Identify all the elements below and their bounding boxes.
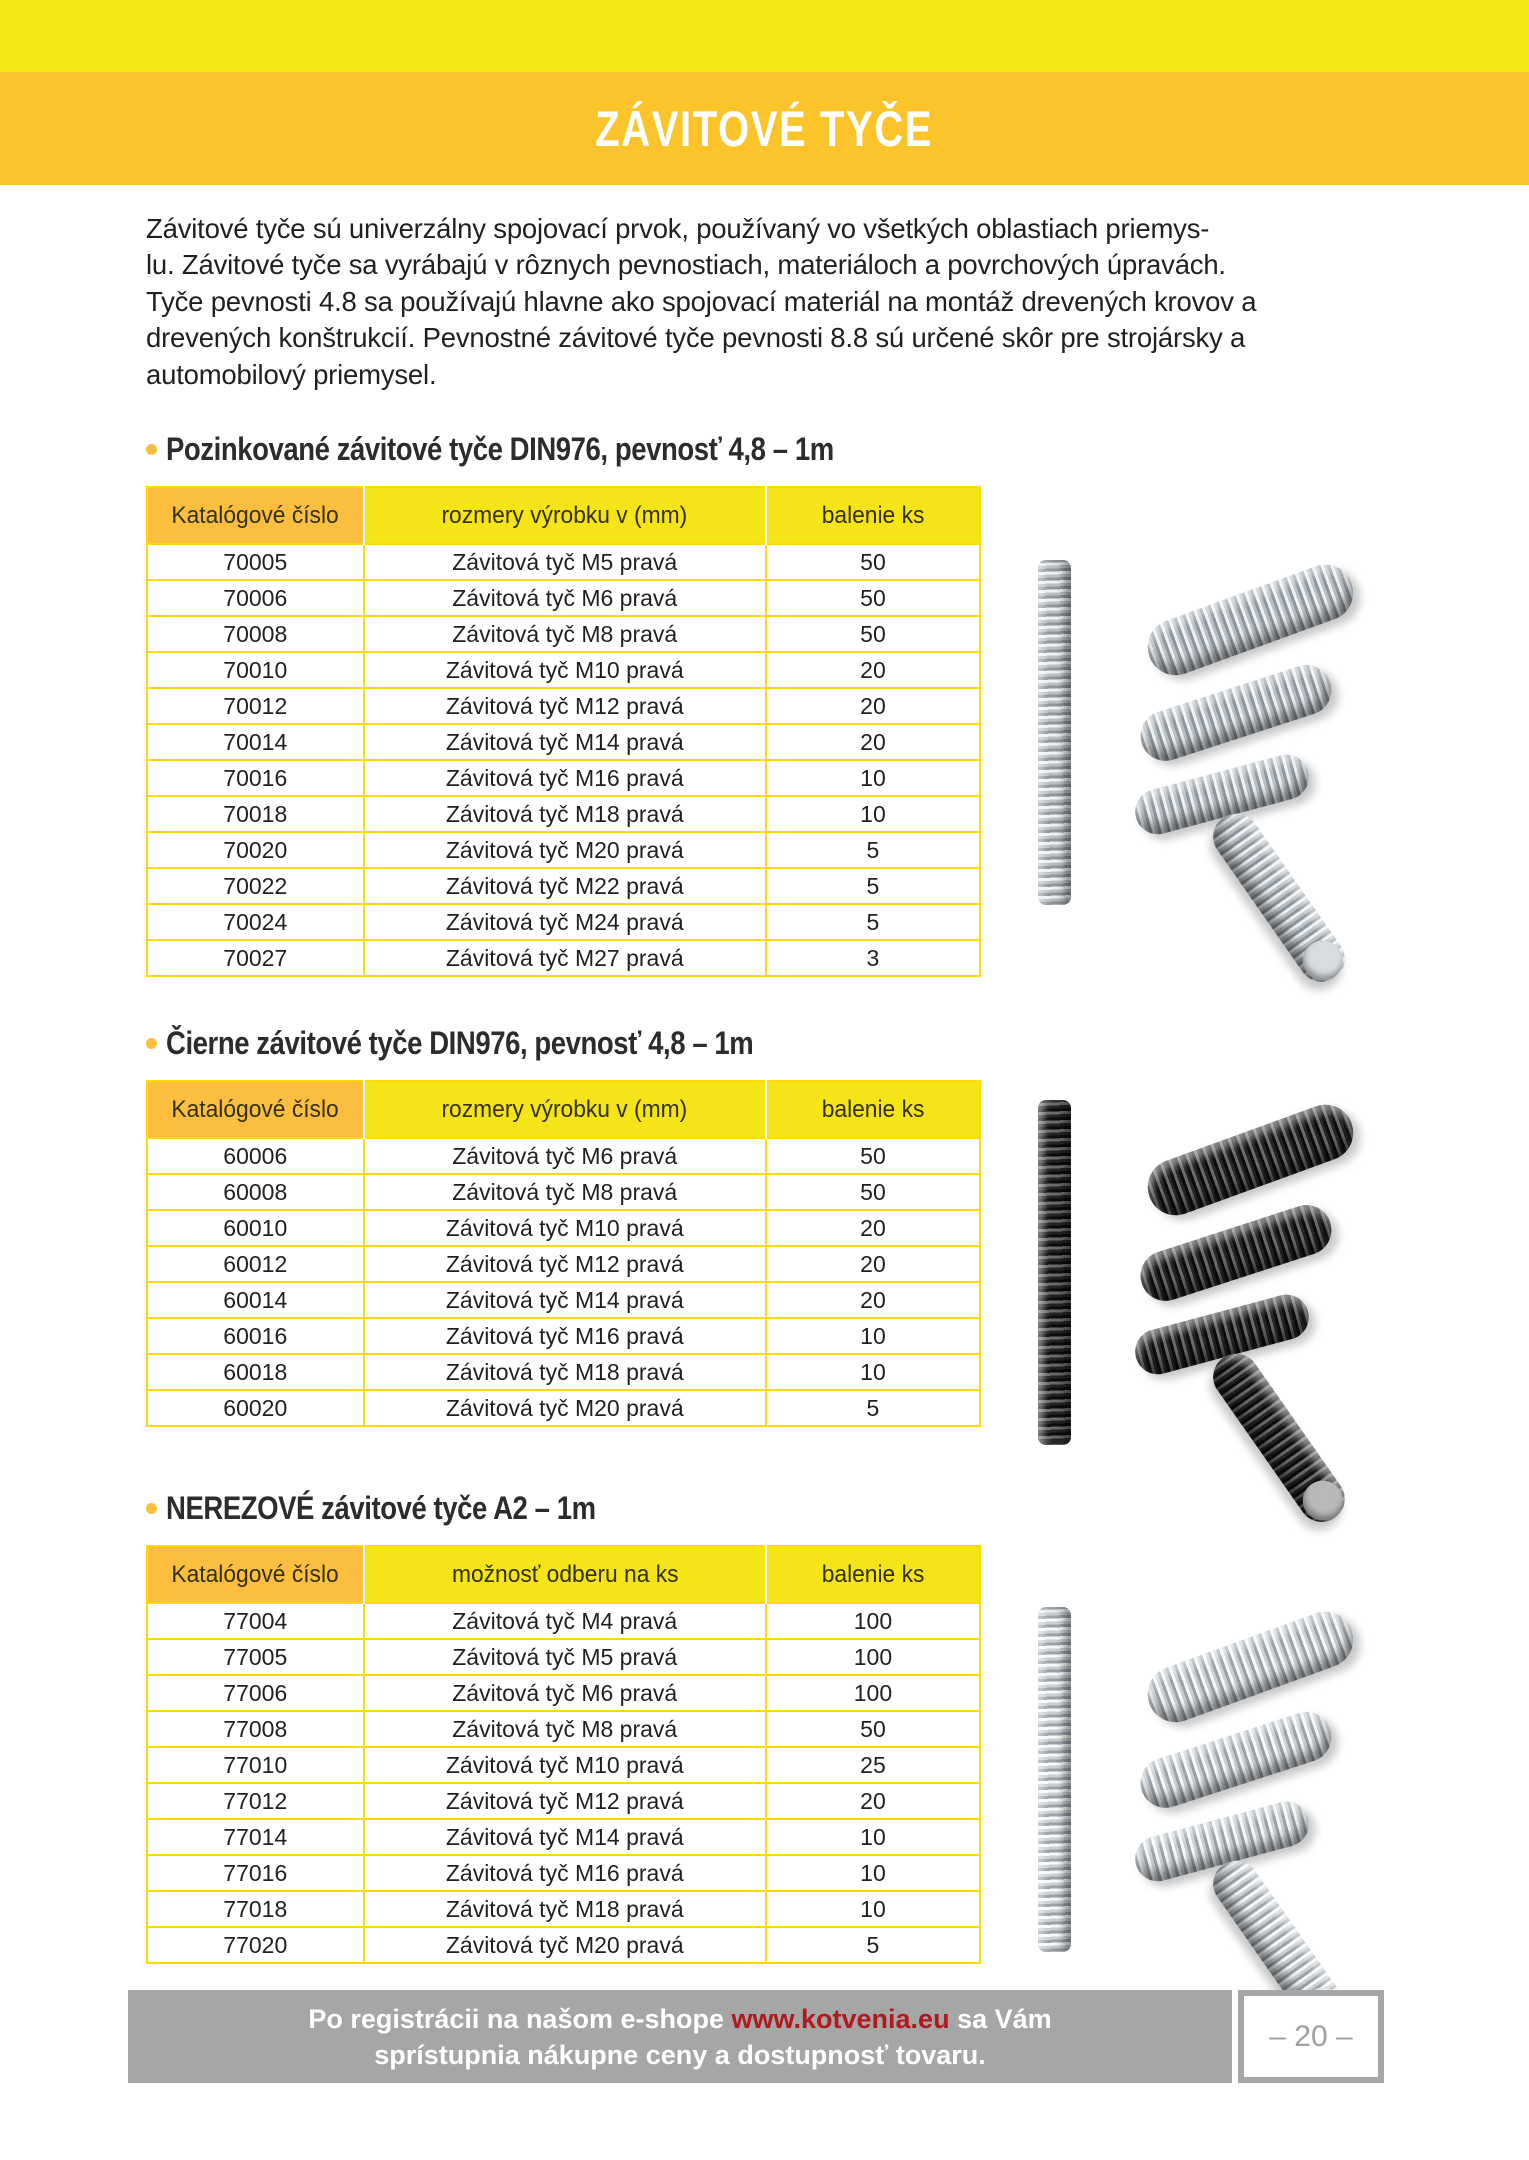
product-size-cell: Závitová tyč M20 pravá — [364, 1927, 766, 1963]
product-table — [146, 1545, 981, 1964]
package-qty-cell: 20 — [766, 1246, 980, 1282]
table-row — [147, 1282, 980, 1318]
product-section — [0, 1487, 1529, 1964]
package-qty-cell: 50 — [766, 616, 980, 652]
package-qty-cell: 50 — [766, 1711, 980, 1747]
product-table — [146, 1080, 981, 1427]
page-title: ZÁVITOVÉ TYČE — [595, 100, 934, 157]
catalog-number-cell: 60018 — [147, 1354, 364, 1390]
product-size-cell: Závitová tyč M12 pravá — [364, 688, 766, 724]
package-qty-cell: 20 — [766, 1282, 980, 1318]
vertical-threaded-rod-image — [1038, 560, 1071, 905]
package-qty-cell: 50 — [766, 544, 980, 580]
table-row — [147, 1855, 980, 1891]
table-row — [147, 1927, 980, 1963]
catalog-number-cell: 77014 — [147, 1819, 364, 1855]
table-row — [147, 616, 980, 652]
product-size-cell: Závitová tyč M12 pravá — [364, 1783, 766, 1819]
vertical-threaded-rod-image — [1038, 1100, 1071, 1445]
table-row — [147, 1318, 980, 1354]
intro-line: lu. Závitové tyče sa vyrábajú v rôznych pevnostiach, materiáloch a povrchových úpravách. — [146, 249, 1226, 281]
threaded-rods-cluster-image — [1145, 1587, 1355, 1977]
table-row — [147, 1390, 980, 1426]
product-size-cell: Závitová tyč M14 pravá — [364, 1819, 766, 1855]
catalog-number-cell: 77006 — [147, 1675, 364, 1711]
product-table — [146, 486, 981, 977]
kotvenia-link[interactable]: www.kotvenia.eu — [731, 2004, 950, 2034]
catalog-number-cell: 70014 — [147, 724, 364, 760]
intro-line: drevených konštrukcií. Pevnostné závitové tyče pevnosti 8.8 sú určené skôr pre strojársky a — [146, 322, 1246, 354]
catalog-number-cell: 60006 — [147, 1138, 364, 1174]
black-threaded-rods-photo — [1020, 1080, 1360, 1470]
package-qty-cell: 20 — [766, 1783, 980, 1819]
page-number: – 20 – — [1269, 2019, 1353, 2053]
product-size-cell: Závitová tyč M5 pravá — [364, 544, 766, 580]
package-qty-cell: 10 — [766, 796, 980, 832]
table-header-row — [147, 1546, 980, 1603]
catalog-number-cell: 77005 — [147, 1639, 364, 1675]
package-qty-cell: 50 — [766, 1138, 980, 1174]
product-size-cell: Závitová tyč M14 pravá — [364, 724, 766, 760]
table-row — [147, 652, 980, 688]
package-qty-cell: 100 — [766, 1675, 980, 1711]
product-size-cell: Závitová tyč M18 pravá — [364, 796, 766, 832]
threaded-rods-cluster-image — [1145, 540, 1355, 930]
section-heading: Čierne závitové tyče DIN976, pevnosť 4,8 – 1m — [166, 1025, 754, 1061]
page-header — [0, 72, 1529, 185]
package-qty-cell: 25 — [766, 1747, 980, 1783]
column-header-package-qty: balenie ks — [766, 487, 980, 544]
product-size-cell: Závitová tyč M16 pravá — [364, 760, 766, 796]
table-row — [147, 1675, 980, 1711]
table-row — [147, 1174, 980, 1210]
table-header-row — [147, 1081, 980, 1138]
table-row — [147, 796, 980, 832]
vertical-threaded-rod-image — [1038, 1607, 1071, 1952]
catalog-number-cell: 60020 — [147, 1390, 364, 1426]
product-size-cell: Závitová tyč M10 pravá — [364, 1210, 766, 1246]
product-size-cell: Závitová tyč M8 pravá — [364, 1711, 766, 1747]
package-qty-cell: 10 — [766, 1354, 980, 1390]
footer-text: sa Vám — [949, 2004, 1052, 2034]
product-size-cell: Závitová tyč M20 pravá — [364, 1390, 766, 1426]
top-accent-bar — [0, 0, 1529, 72]
catalog-number-cell: 70018 — [147, 796, 364, 832]
intro-line: Závitové tyče sú univerzálny spojovací prvok, používaný vo všetkých oblastiach priemys- — [146, 213, 1210, 244]
catalog-number-cell: 60012 — [147, 1246, 364, 1282]
package-qty-cell: 50 — [766, 580, 980, 616]
table-row — [147, 688, 980, 724]
table-header-row — [147, 487, 980, 544]
package-qty-cell: 20 — [766, 1210, 980, 1246]
column-header-product-size: rozmery výrobku v (mm) — [364, 1081, 766, 1138]
product-size-cell: Závitová tyč M12 pravá — [364, 1246, 766, 1282]
stainless-threaded-rods-photo — [1020, 1587, 1360, 1977]
package-qty-cell: 5 — [766, 868, 980, 904]
catalog-number-cell: 70016 — [147, 760, 364, 796]
catalog-number-cell: 60016 — [147, 1318, 364, 1354]
product-size-cell: Závitová tyč M18 pravá — [364, 1891, 766, 1927]
column-header-product-size: rozmery výrobku v (mm) — [364, 487, 766, 544]
column-header-product-size: možnosť odberu na ks — [364, 1546, 766, 1603]
package-qty-cell: 10 — [766, 1819, 980, 1855]
product-size-cell: Závitová tyč M6 pravá — [364, 1138, 766, 1174]
product-size-cell: Závitová tyč M6 pravá — [364, 1675, 766, 1711]
product-size-cell: Závitová tyč M27 pravá — [364, 940, 766, 976]
table-row — [147, 1246, 980, 1282]
section-heading: NEREZOVÉ závitové tyče A2 – 1m — [166, 1490, 596, 1526]
table-row — [147, 1210, 980, 1246]
product-size-cell: Závitová tyč M14 pravá — [364, 1282, 766, 1318]
product-size-cell: Závitová tyč M24 pravá — [364, 904, 766, 940]
package-qty-cell: 5 — [766, 1927, 980, 1963]
column-header-catalog-number: Katalógové číslo — [147, 1546, 364, 1603]
footer-line-2: sprístupnia nákupne ceny a dostupnosť tovaru. — [374, 2040, 986, 2070]
catalog-number-cell: 60008 — [147, 1174, 364, 1210]
product-size-cell: Závitová tyč M10 pravá — [364, 1747, 766, 1783]
product-size-cell: Závitová tyč M20 pravá — [364, 832, 766, 868]
bullet-icon — [146, 1503, 157, 1514]
catalog-number-cell: 60014 — [147, 1282, 364, 1318]
catalog-number-cell: 70012 — [147, 688, 364, 724]
catalog-number-cell: 70020 — [147, 832, 364, 868]
intro-line: Tyče pevnosti 4.8 sa používajú hlavne ako spojovací materiál na montáž drevených krovov a — [146, 285, 1257, 317]
column-header-catalog-number: Katalógové číslo — [147, 1081, 364, 1138]
table-row — [147, 1138, 980, 1174]
catalog-number-cell: 77004 — [147, 1603, 364, 1639]
intro-line: automobilový priemysel. — [146, 358, 437, 390]
product-size-cell: Závitová tyč M8 pravá — [364, 1174, 766, 1210]
product-size-cell: Závitová tyč M16 pravá — [364, 1855, 766, 1891]
intro-paragraph — [146, 211, 1256, 393]
product-size-cell: Závitová tyč M10 pravá — [364, 652, 766, 688]
product-size-cell: Závitová tyč M22 pravá — [364, 868, 766, 904]
table-row — [147, 1891, 980, 1927]
product-size-cell: Závitová tyč M16 pravá — [364, 1318, 766, 1354]
catalog-number-cell: 77016 — [147, 1855, 364, 1891]
threaded-rods-cluster-image — [1145, 1080, 1355, 1470]
package-qty-cell: 10 — [766, 760, 980, 796]
catalog-number-cell: 70006 — [147, 580, 364, 616]
catalog-number-cell: 60010 — [147, 1210, 364, 1246]
table-row — [147, 760, 980, 796]
catalog-number-cell: 70008 — [147, 616, 364, 652]
catalog-number-cell: 77020 — [147, 1927, 364, 1963]
package-qty-cell: 100 — [766, 1603, 980, 1639]
catalog-number-cell: 77010 — [147, 1747, 364, 1783]
table-row — [147, 832, 980, 868]
footer-line-1 — [128, 2001, 1232, 2037]
package-qty-cell: 50 — [766, 1174, 980, 1210]
catalog-number-cell: 70022 — [147, 868, 364, 904]
package-qty-cell: 100 — [766, 1639, 980, 1675]
product-size-cell: Závitová tyč M6 pravá — [364, 580, 766, 616]
catalog-number-cell: 77018 — [147, 1891, 364, 1927]
catalog-number-cell: 70027 — [147, 940, 364, 976]
table-row — [147, 544, 980, 580]
table-row — [147, 1354, 980, 1390]
catalog-number-cell: 70005 — [147, 544, 364, 580]
catalog-number-cell: 70010 — [147, 652, 364, 688]
product-size-cell: Závitová tyč M8 pravá — [364, 616, 766, 652]
table-row — [147, 1603, 980, 1639]
table-row — [147, 904, 980, 940]
footer-text: Po registrácii na našom e-shope — [308, 2004, 732, 2034]
table-row — [147, 1747, 980, 1783]
package-qty-cell: 20 — [766, 724, 980, 760]
column-header-catalog-number: Katalógové číslo — [147, 487, 364, 544]
product-section — [0, 1022, 1529, 1427]
product-size-cell: Závitová tyč M5 pravá — [364, 1639, 766, 1675]
table-row — [147, 1711, 980, 1747]
package-qty-cell: 3 — [766, 940, 980, 976]
package-qty-cell: 5 — [766, 1390, 980, 1426]
product-size-cell: Závitová tyč M4 pravá — [364, 1603, 766, 1639]
galvanized-threaded-rods-photo — [1020, 540, 1360, 930]
table-row — [147, 724, 980, 760]
product-size-cell: Závitová tyč M18 pravá — [364, 1354, 766, 1390]
package-qty-cell: 5 — [766, 904, 980, 940]
package-qty-cell: 10 — [766, 1855, 980, 1891]
table-row — [147, 1639, 980, 1675]
table-row — [147, 1783, 980, 1819]
package-qty-cell: 20 — [766, 652, 980, 688]
package-qty-cell: 20 — [766, 688, 980, 724]
table-row — [147, 1819, 980, 1855]
package-qty-cell: 5 — [766, 832, 980, 868]
footer-banner — [128, 1990, 1232, 2083]
package-qty-cell: 10 — [766, 1891, 980, 1927]
table-row — [147, 868, 980, 904]
bullet-icon — [146, 444, 157, 455]
table-row — [147, 580, 980, 616]
page-number-box — [1238, 1990, 1384, 2083]
catalog-number-cell: 77012 — [147, 1783, 364, 1819]
catalog-number-cell: 77008 — [147, 1711, 364, 1747]
column-header-package-qty: balenie ks — [766, 1546, 980, 1603]
table-row — [147, 940, 980, 976]
product-section — [0, 428, 1529, 977]
section-heading: Pozinkované závitové tyče DIN976, pevnosť 4,8 – 1m — [166, 431, 834, 467]
catalog-number-cell: 70024 — [147, 904, 364, 940]
bullet-icon — [146, 1038, 157, 1049]
column-header-package-qty: balenie ks — [766, 1081, 980, 1138]
package-qty-cell: 10 — [766, 1318, 980, 1354]
